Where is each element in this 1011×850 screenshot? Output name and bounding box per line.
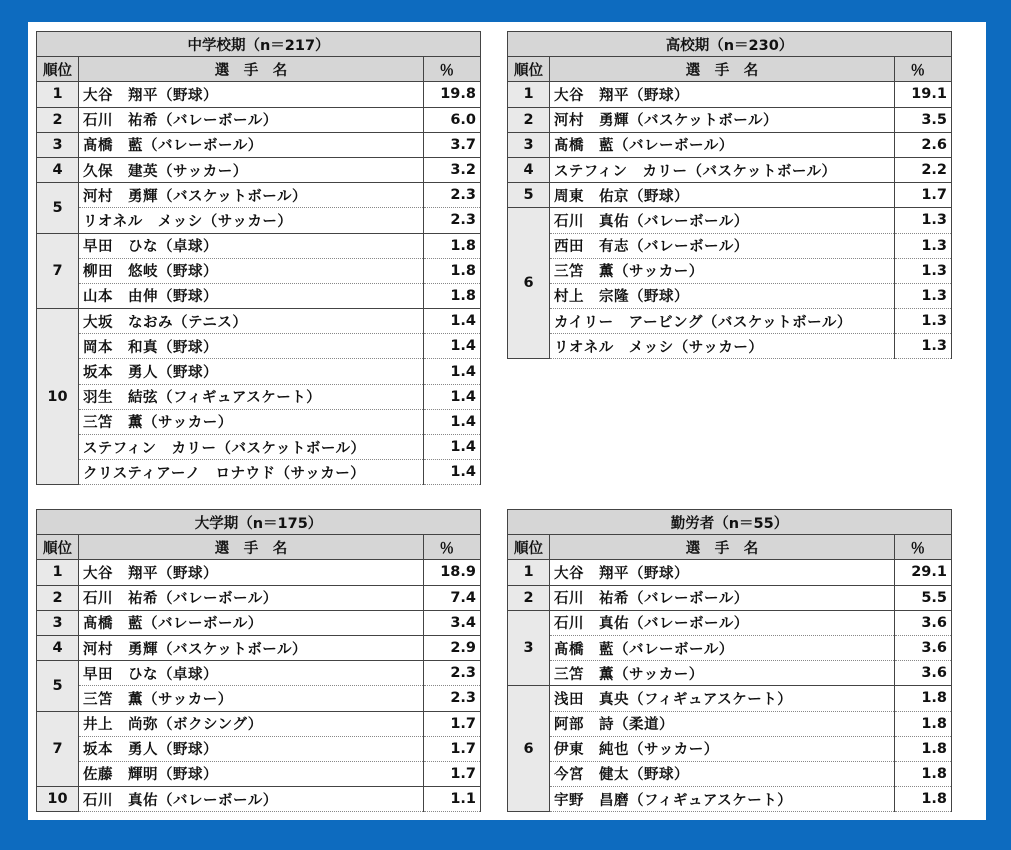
column-header-name: 選 手 名	[550, 535, 895, 560]
athlete-name: リオネル メッシ（サッカー）	[79, 208, 424, 233]
percent-value: 1.7	[424, 736, 481, 761]
table-row	[508, 736, 952, 761]
athlete-name: 佐藤 輝明（野球）	[79, 761, 424, 786]
percent-value: 6.0	[424, 107, 481, 132]
athlete-name: 早田 ひな（卓球）	[79, 661, 424, 686]
table-row	[37, 233, 481, 258]
athlete-name: 髙橋 藍（バレーボール）	[550, 132, 895, 157]
percent-value: 29.1	[895, 560, 952, 585]
athlete-name: 三笘 薫（サッカー）	[550, 258, 895, 283]
rank-cell: 3	[508, 610, 550, 686]
athlete-name: 早田 ひな（卓球）	[79, 233, 424, 258]
rank-cell: 3	[37, 132, 79, 157]
rank-cell: 1	[37, 82, 79, 107]
table-title: 大学期（n＝175）	[37, 510, 481, 535]
athlete-name: 石川 真佑（バレーボール）	[79, 787, 424, 812]
percent-value: 19.1	[895, 82, 952, 107]
athlete-name: 河村 勇輝（バスケットボール）	[550, 107, 895, 132]
table-row	[508, 183, 952, 208]
table-row	[37, 460, 481, 485]
table-row	[508, 233, 952, 258]
column-header-percent: ％	[424, 57, 481, 82]
percent-value: 2.3	[424, 208, 481, 233]
rank-cell: 1	[37, 560, 79, 585]
percent-value: 1.8	[895, 711, 952, 736]
table-row	[508, 661, 952, 686]
percent-value: 1.4	[424, 384, 481, 409]
table-row	[508, 761, 952, 786]
table-title: 高校期（n＝230）	[508, 32, 952, 57]
athlete-name: 石川 祐希（バレーボール）	[79, 585, 424, 610]
table-row	[508, 283, 952, 308]
athlete-name: リオネル メッシ（サッカー）	[550, 334, 895, 359]
percent-value: 1.8	[424, 258, 481, 283]
percent-value: 2.3	[424, 661, 481, 686]
rank-cell: 2	[508, 107, 550, 132]
table-row	[508, 711, 952, 736]
column-header-percent: ％	[895, 535, 952, 560]
table-row	[37, 157, 481, 182]
table-row	[37, 208, 481, 233]
table-workers	[507, 509, 952, 812]
percent-value: 1.3	[895, 258, 952, 283]
rank-cell: 1	[508, 560, 550, 585]
rank-cell: 10	[37, 309, 79, 485]
table-row	[37, 258, 481, 283]
table-row	[37, 334, 481, 359]
athlete-name: 三笘 薫（サッカー）	[79, 686, 424, 711]
percent-value: 2.6	[895, 132, 952, 157]
table-row	[508, 560, 952, 585]
table-row	[37, 560, 481, 585]
rank-cell: 1	[508, 82, 550, 107]
percent-value: 1.8	[424, 283, 481, 308]
rank-cell: 4	[508, 157, 550, 182]
athlete-name: 髙橋 藍（バレーボール）	[79, 132, 424, 157]
percent-value: 1.3	[895, 208, 952, 233]
percent-value: 3.6	[895, 661, 952, 686]
table-row	[508, 635, 952, 660]
rank-cell: 10	[37, 787, 79, 812]
rank-cell: 6	[508, 208, 550, 359]
percent-value: 1.4	[424, 309, 481, 334]
athlete-name: 今宮 健太（野球）	[550, 761, 895, 786]
rank-cell: 3	[37, 610, 79, 635]
column-header-name: 選 手 名	[79, 535, 424, 560]
table-row	[37, 82, 481, 107]
table-row	[37, 736, 481, 761]
column-header-row	[37, 535, 481, 560]
athlete-name: 三笘 薫（サッカー）	[79, 409, 424, 434]
column-header-name: 選 手 名	[79, 57, 424, 82]
table-row	[37, 610, 481, 635]
athlete-name: クリスティアーノ ロナウド（サッカー）	[79, 460, 424, 485]
table-row	[37, 686, 481, 711]
table-title: 勤労者（n＝55）	[508, 510, 952, 535]
percent-value: 3.2	[424, 157, 481, 182]
percent-value: 1.3	[895, 283, 952, 308]
table-row	[508, 157, 952, 182]
table-row	[37, 435, 481, 460]
athlete-name: 浅田 真央（フィギュアスケート）	[550, 686, 895, 711]
percent-value: 1.8	[895, 736, 952, 761]
table-title-row	[37, 32, 481, 57]
percent-value: 3.5	[895, 107, 952, 132]
table-title-row	[508, 510, 952, 535]
athlete-name: 三笘 薫（サッカー）	[550, 661, 895, 686]
table-row	[508, 258, 952, 283]
rank-cell: 2	[508, 585, 550, 610]
percent-value: 1.3	[895, 309, 952, 334]
rank-cell: 5	[37, 661, 79, 711]
percent-value: 1.4	[424, 409, 481, 434]
athlete-name: 石川 祐希（バレーボール）	[79, 107, 424, 132]
rank-cell: 3	[508, 132, 550, 157]
table-junior-high	[36, 31, 481, 485]
percent-value: 1.4	[424, 435, 481, 460]
athlete-name: 伊東 純也（サッカー）	[550, 736, 895, 761]
athlete-name: 大坂 なおみ（テニス）	[79, 309, 424, 334]
percent-value: 1.4	[424, 359, 481, 384]
table-row	[37, 183, 481, 208]
percent-value: 18.9	[424, 560, 481, 585]
athlete-name: 坂本 勇人（野球）	[79, 359, 424, 384]
table-row	[508, 585, 952, 610]
athlete-name: 阿部 詩（柔道）	[550, 711, 895, 736]
percent-value: 1.1	[424, 787, 481, 812]
column-header-rank: 順位	[37, 535, 79, 560]
percent-value: 7.4	[424, 585, 481, 610]
column-header-percent: ％	[424, 535, 481, 560]
percent-value: 1.7	[424, 761, 481, 786]
athlete-name: カイリー アービング（バスケットボール）	[550, 309, 895, 334]
column-header-rank: 順位	[37, 57, 79, 82]
athlete-name: 髙橋 藍（バレーボール）	[79, 610, 424, 635]
table-row	[37, 761, 481, 786]
athlete-name: 大谷 翔平（野球）	[79, 560, 424, 585]
percent-value: 2.3	[424, 183, 481, 208]
athlete-name: 坂本 勇人（野球）	[79, 736, 424, 761]
athlete-name: 大谷 翔平（野球）	[79, 82, 424, 107]
rank-cell: 4	[37, 157, 79, 182]
table-row	[37, 107, 481, 132]
athlete-name: 宇野 昌磨（フィギュアスケート）	[550, 787, 895, 812]
rank-cell: 7	[37, 711, 79, 787]
athlete-name: 石川 真佑（バレーボール）	[550, 208, 895, 233]
table-title: 中学校期（n＝217）	[37, 32, 481, 57]
table-row	[508, 686, 952, 711]
athlete-name: 羽生 結弦（フィギュアスケート）	[79, 384, 424, 409]
athlete-name: 髙橋 藍（バレーボール）	[550, 635, 895, 660]
percent-value: 2.3	[424, 686, 481, 711]
athlete-name: 柳田 悠岐（野球）	[79, 258, 424, 283]
column-header-name: 選 手 名	[550, 57, 895, 82]
athlete-name: 石川 祐希（バレーボール）	[550, 585, 895, 610]
percent-value: 1.8	[895, 686, 952, 711]
athlete-name: ステフィン カリー（バスケットボール）	[550, 157, 895, 182]
percent-value: 3.6	[895, 610, 952, 635]
table-title-row	[37, 510, 481, 535]
percent-value: 3.6	[895, 635, 952, 660]
athlete-name: 河村 勇輝（バスケットボール）	[79, 635, 424, 660]
percent-value: 1.3	[895, 233, 952, 258]
rank-cell: 5	[508, 183, 550, 208]
table-university	[36, 509, 481, 812]
rank-cell: 7	[37, 233, 79, 309]
athlete-name: ステフィン カリー（バスケットボール）	[79, 435, 424, 460]
column-header-rank: 順位	[508, 535, 550, 560]
table-row	[37, 132, 481, 157]
table-row	[508, 107, 952, 132]
athlete-name: 石川 真佑（バレーボール）	[550, 610, 895, 635]
table-row	[508, 787, 952, 812]
percent-value: 3.7	[424, 132, 481, 157]
athlete-name: 山本 由伸（野球）	[79, 283, 424, 308]
percent-value: 1.7	[424, 711, 481, 736]
percent-value: 1.8	[424, 233, 481, 258]
column-header-rank: 順位	[508, 57, 550, 82]
percent-value: 1.8	[895, 761, 952, 786]
percent-value: 5.5	[895, 585, 952, 610]
athlete-name: 久保 建英（サッカー）	[79, 157, 424, 182]
column-header-row	[508, 57, 952, 82]
percent-value: 3.4	[424, 610, 481, 635]
athlete-name: 村上 宗隆（野球）	[550, 283, 895, 308]
percent-value: 19.8	[424, 82, 481, 107]
table-title-row	[508, 32, 952, 57]
percent-value: 1.3	[895, 334, 952, 359]
table-row	[508, 82, 952, 107]
table-row	[37, 409, 481, 434]
table-row	[37, 283, 481, 308]
rank-cell: 4	[37, 635, 79, 660]
column-header-percent: ％	[895, 57, 952, 82]
athlete-name: 西田 有志（バレーボール）	[550, 233, 895, 258]
percent-value: 2.2	[895, 157, 952, 182]
table-row	[37, 585, 481, 610]
athlete-name: 大谷 翔平（野球）	[550, 560, 895, 585]
rank-cell: 6	[508, 686, 550, 812]
table-row	[37, 711, 481, 736]
table-row	[37, 661, 481, 686]
athlete-name: 周東 佑京（野球）	[550, 183, 895, 208]
rank-cell: 2	[37, 107, 79, 132]
rank-cell: 5	[37, 183, 79, 233]
table-row	[37, 359, 481, 384]
table-high-school	[507, 31, 952, 359]
table-row	[37, 787, 481, 812]
table-row	[508, 309, 952, 334]
percent-value: 1.8	[895, 787, 952, 812]
table-row	[508, 334, 952, 359]
table-row	[508, 610, 952, 635]
athlete-name: 井上 尚弥（ボクシング）	[79, 711, 424, 736]
percent-value: 1.4	[424, 460, 481, 485]
athlete-name: 河村 勇輝（バスケットボール）	[79, 183, 424, 208]
column-header-row	[37, 57, 481, 82]
athlete-name: 大谷 翔平（野球）	[550, 82, 895, 107]
table-row	[37, 635, 481, 660]
percent-value: 1.4	[424, 334, 481, 359]
table-row	[37, 384, 481, 409]
table-row	[508, 208, 952, 233]
rank-cell: 2	[37, 585, 79, 610]
percent-value: 2.9	[424, 635, 481, 660]
athlete-name: 岡本 和真（野球）	[79, 334, 424, 359]
percent-value: 1.7	[895, 183, 952, 208]
column-header-row	[508, 535, 952, 560]
table-row	[508, 132, 952, 157]
table-row	[37, 309, 481, 334]
